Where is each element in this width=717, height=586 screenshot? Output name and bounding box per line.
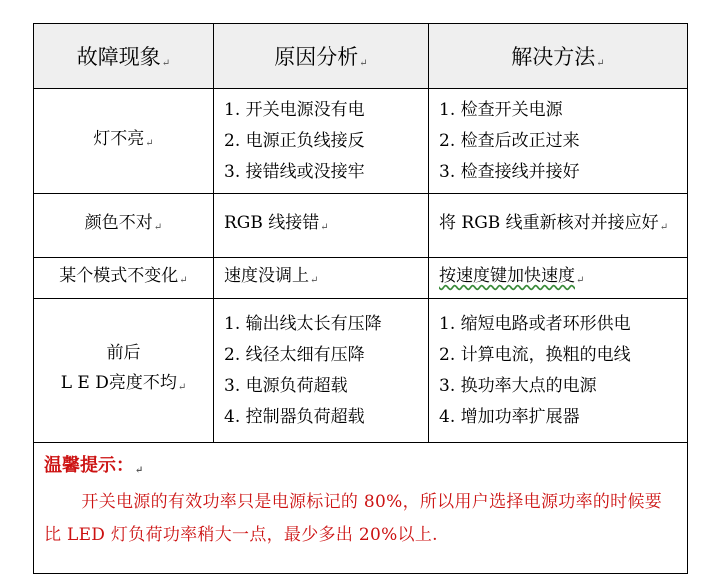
table-row bbox=[34, 194, 688, 258]
paragraph-mark-icon: ↵ bbox=[177, 382, 187, 393]
header-cause: 原因分析↵ bbox=[214, 24, 429, 89]
cause-cell: 速度没调上↵ bbox=[214, 258, 429, 299]
paragraph-mark-icon: ↵ bbox=[596, 58, 605, 69]
symptom-cell: 某个模式不变化↵ bbox=[34, 258, 214, 299]
table-row bbox=[34, 258, 688, 299]
troubleshooting-table bbox=[33, 23, 688, 574]
paragraph-mark-icon: ↵ bbox=[145, 137, 154, 149]
solution-cell: 1. 检查开关电源 2. 检查后改正过来 3. 检查接线并接好 bbox=[429, 89, 688, 194]
cause-cell: 1. 开关电源没有电 2. 电源正负线接反 3. 接错线或没接牢 bbox=[214, 89, 429, 194]
header-solution: 解决方法↵ bbox=[429, 24, 688, 89]
paragraph-mark-icon: ↵ bbox=[179, 274, 188, 286]
solution-cell: 将 RGB 线重新核对并接应好↵ bbox=[429, 194, 688, 258]
paragraph-mark-icon: ↵ bbox=[320, 222, 329, 233]
cause-cell: RGB 线接错↵ bbox=[214, 194, 429, 258]
symptom-cell: 颜色不对↵ bbox=[34, 194, 214, 258]
symptom-cell: 灯不亮↵ bbox=[34, 89, 214, 194]
symptom-cell: 前后 L E D亮度不均↵ bbox=[34, 299, 214, 443]
solution-cell: 1. 缩短电路或者环形供电 2. 计算电流，换粗的电线 3. 换功率大点的电源 4. 增加功率扩展器 bbox=[429, 299, 688, 443]
paragraph-mark-icon: ↵ bbox=[135, 465, 144, 476]
cause-cell: 1. 输出线太长有压降 2. 线径太细有压降 3. 电源负荷超载 4. 控制器负荷超载 bbox=[214, 299, 429, 443]
table-header-row bbox=[34, 24, 688, 89]
paragraph-mark-icon: ↵ bbox=[153, 222, 163, 233]
paragraph-mark-icon: ↵ bbox=[576, 274, 585, 286]
tip-row bbox=[34, 443, 688, 574]
paragraph-mark-icon: ↵ bbox=[659, 222, 669, 233]
paragraph-mark-icon: ↵ bbox=[359, 58, 368, 69]
table-row bbox=[34, 89, 688, 194]
tip-body: 开关电源的有效功率只是电源标记的 80%，所以用户选择电源功率的时候要比 LED 灯负荷功率稍大一点，最少多出 20%以上. bbox=[44, 492, 663, 545]
paragraph-mark-icon: ↵ bbox=[161, 58, 171, 69]
header-symptom: 故障现象↵ bbox=[34, 24, 214, 89]
tip-cell bbox=[34, 443, 688, 574]
tip-title: 温馨提示：↵ bbox=[44, 455, 144, 476]
table-row bbox=[34, 299, 688, 443]
spellcheck-underline: 按速度键加快速度 bbox=[439, 265, 575, 286]
paragraph-mark-icon: ↵ bbox=[310, 274, 319, 286]
solution-cell bbox=[429, 258, 688, 299]
